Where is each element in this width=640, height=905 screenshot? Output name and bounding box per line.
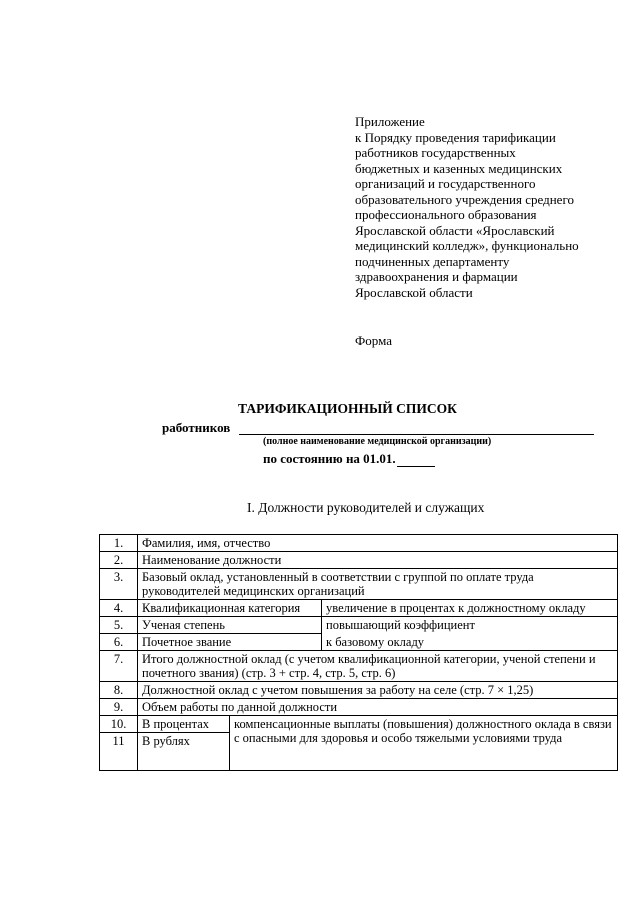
appendix-line: профессионального образования — [355, 207, 537, 222]
appendix-line: Приложение — [355, 114, 425, 129]
appendix-line: образовательного учреждения среднего — [355, 191, 574, 207]
state-date-line — [263, 451, 435, 467]
table-row — [100, 716, 618, 733]
row-number: 8. — [100, 682, 138, 699]
appendix-line: Ярославской области — [355, 284, 473, 300]
row-label: Итого должностной оклад (с учетом квалификационной категории, ученой степени и почетного звания) (стр. 3 + стр. 4, стр. 5, стр. 6) — [138, 651, 618, 682]
table-row — [100, 634, 618, 651]
organization-name-blank[interactable] — [239, 434, 594, 435]
document-title: ТАРИФИКАЦИОННЫЙ СПИСОК — [238, 401, 457, 416]
row-number: 7. — [100, 651, 138, 682]
row-label: Наименование должности — [138, 552, 618, 569]
appendix-line: здравоохранения и фармации — [355, 269, 518, 284]
appendix-line: медицинский колледж», функционально — [355, 238, 579, 253]
tariff-form-table — [99, 534, 618, 771]
row-number: 2. — [100, 552, 138, 569]
appendix-line: Ярославской области «Ярославский — [355, 222, 555, 238]
row-label: Квалификационная категория — [138, 600, 322, 617]
row-label: В рублях — [138, 733, 230, 771]
row-label: Ученая степень — [138, 617, 322, 634]
appendix-block — [355, 114, 625, 300]
table-row — [100, 552, 618, 569]
row-number: 10. — [100, 716, 138, 733]
row-note: увеличение в процентах к должностному окладу — [322, 600, 618, 617]
appendix-line: организаций и государственного — [355, 176, 536, 191]
state-date-label: по состоянию на 01.01. — [263, 451, 396, 466]
row-label: Базовый оклад, установленный в соответствии с группой по оплате труда руководителей медицинских организаций — [138, 569, 618, 600]
appendix-line: подчиненных департаменту — [355, 253, 510, 269]
row-label: Почетное звание — [138, 634, 322, 651]
row-label: Должностной оклад с учетом повышения за работу на селе (стр. 7 × 1,25) — [138, 682, 618, 699]
table-row — [100, 569, 618, 600]
organization-name-hint: (полное наименование медицинской организации) — [263, 436, 492, 447]
row-label: Объем работы по данной должности — [138, 699, 618, 716]
appendix-line: бюджетных и казенных медицинских — [355, 160, 563, 176]
appendix-line: к Порядку проведения тарификации — [355, 129, 556, 145]
year-blank[interactable] — [397, 454, 435, 467]
section-title: I. Должности руководителей и служащих — [247, 500, 485, 515]
row-note: компенсационные выплаты (повышения) должностного оклада в связи с опасными для здоровья и особо тяжелыми условиями труда — [230, 716, 618, 771]
table-row — [100, 535, 618, 552]
row-number: 6. — [100, 634, 138, 651]
row-number: 9. — [100, 699, 138, 716]
table-row — [100, 600, 618, 617]
table-row — [100, 682, 618, 699]
table-row — [100, 651, 618, 682]
row-note: повышающий коэффициент — [322, 617, 618, 634]
row-note: к базовому окладу — [322, 634, 618, 651]
form-label: Форма — [355, 333, 392, 348]
row-number: 4. — [100, 600, 138, 617]
table-row — [100, 699, 618, 716]
row-number: 3. — [100, 569, 138, 600]
row-number: 5. — [100, 617, 138, 634]
appendix-line: работников государственных — [355, 145, 516, 160]
row-label: В процентах — [138, 716, 230, 733]
workers-label: работников — [162, 420, 231, 435]
table-row — [100, 617, 618, 634]
row-number: 11 — [100, 733, 138, 771]
row-number: 1. — [100, 535, 138, 552]
row-label: Фамилия, имя, отчество — [138, 535, 618, 552]
